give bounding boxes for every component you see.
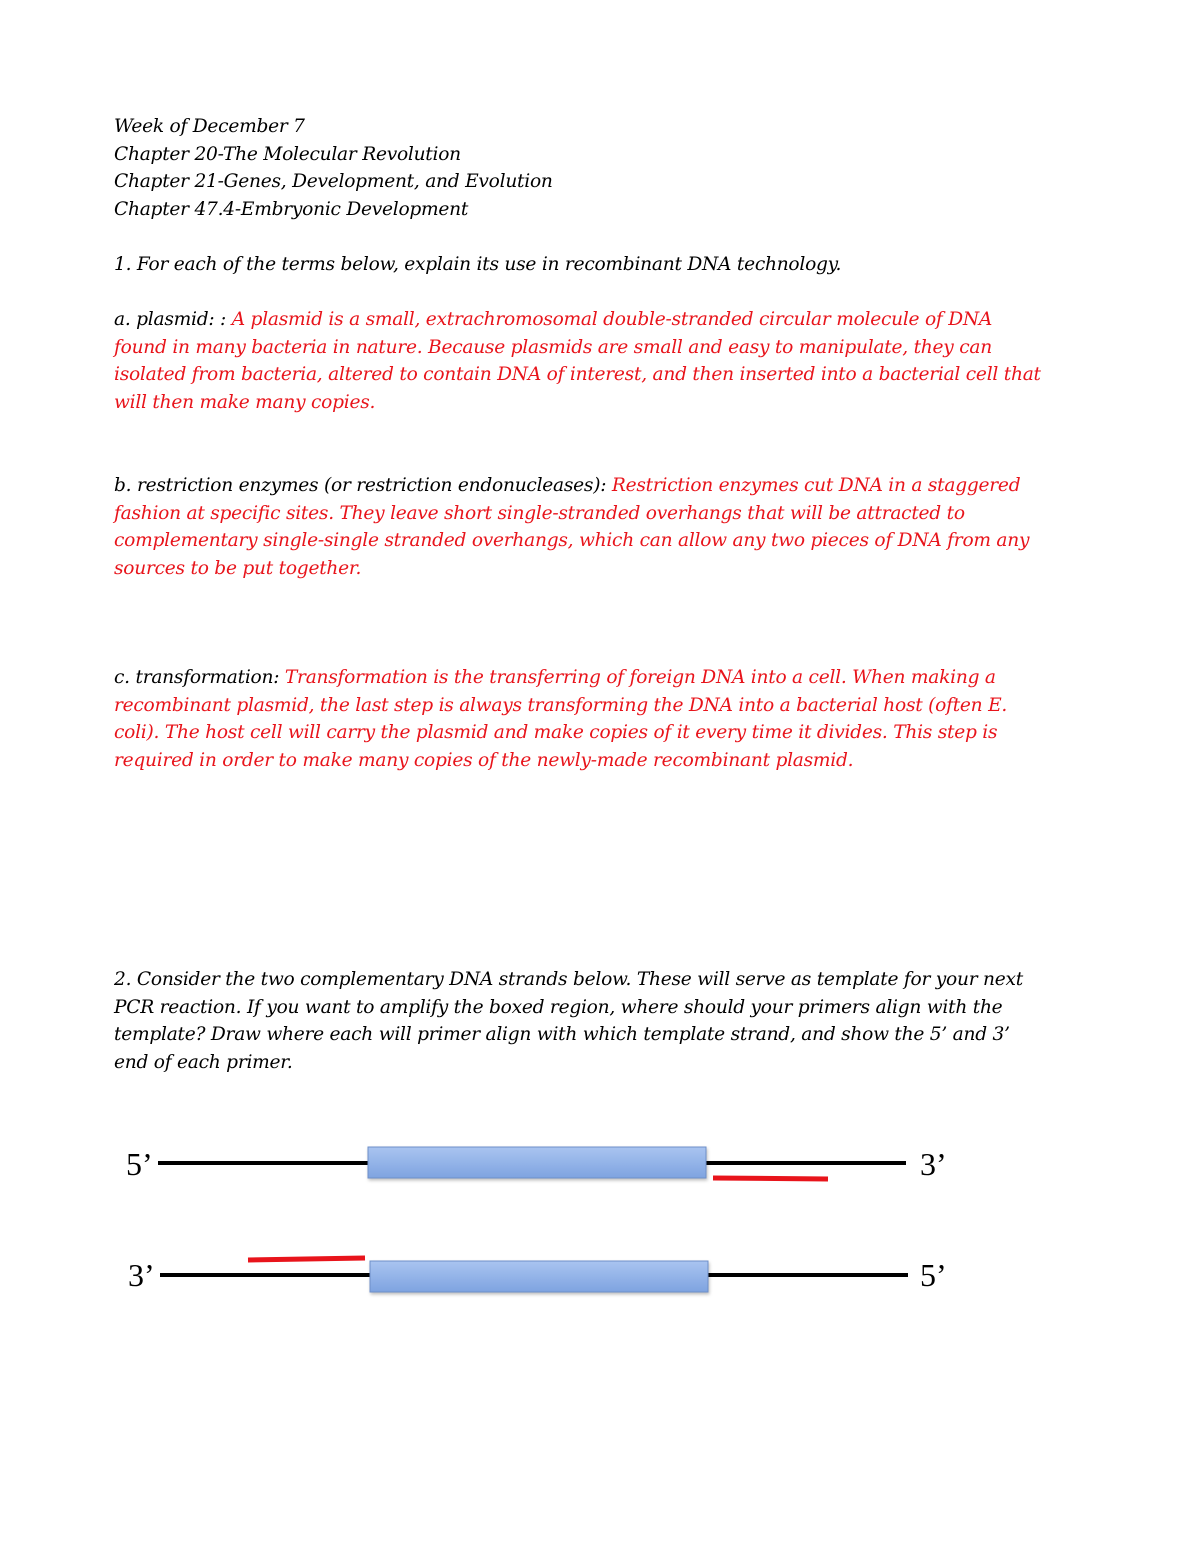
question-1c [114, 664, 1104, 774]
plasmid-answer-line: isolated from bacteria, altered to contain DNA of interest, and then inserted into a bacterial cell that [114, 364, 1041, 386]
restriction-enzymes-term: b. restriction enzymes (or restriction endonucleases): [114, 475, 612, 496]
bottom-strand-boxed-region [370, 1261, 708, 1292]
plasmid-term: a. plasmid: : [114, 309, 232, 330]
question-1a-line-1 [114, 306, 1104, 334]
plasmid-answer-line: will then make many copies. [114, 391, 376, 413]
top-strand-5-prime-label: 5’ [126, 1146, 153, 1182]
question-1b [114, 472, 1104, 582]
question-1 [114, 251, 1104, 279]
bottom-primer-mark [248, 1258, 365, 1260]
chapter-20-heading: Chapter 20-The Molecular Revolution [114, 143, 461, 165]
question-1-prompt: 1. For each of the terms below, explain its use in recombinant DNA technology. [114, 254, 842, 275]
restriction-answer-line: Restriction enzymes cut DNA in a staggered [611, 475, 1021, 496]
transformation-answer-line: required in order to make many copies of the newly-made recombinant plasmid. [114, 749, 854, 771]
question-1b-line-1 [114, 472, 1104, 500]
question-2-prompt-line: 2. Consider the two complementary DNA strands below. These will serve as template for your next [114, 969, 1023, 990]
top-strand-3-prime-label: 3’ [920, 1146, 947, 1182]
week-heading: Week of December 7 [114, 116, 305, 137]
plasmid-answer-line: found in many bacteria in nature. Because plasmids are small and easy to manipulate, they can [114, 336, 992, 358]
chapter-21-heading: Chapter 21-Genes, Development, and Evolution [114, 171, 553, 193]
question-1a [114, 306, 1104, 416]
transformation-answer-line: coli). The host cell will carry the plasmid and make copies of it every time it divides. This step is [114, 722, 998, 744]
restriction-answer-line: complementary single-single stranded overhangs, which can allow any two pieces of DNA from any [114, 530, 1030, 552]
transformation-term: c. transformation: [114, 667, 285, 688]
question-2-prompt-line: template? Draw where each will primer align with which template strand, and show the 5’ and 3’ [114, 1024, 1010, 1046]
document-header [114, 113, 1104, 223]
question-1c-line-1 [114, 664, 1104, 692]
top-primer-mark [713, 1178, 828, 1179]
restriction-answer-line: fashion at specific sites. They leave short single-stranded overhangs that will be attracted to [114, 502, 965, 524]
question-2-prompt-line: PCR reaction. If you want to amplify the boxed region, where should your primers align with the [114, 996, 1003, 1018]
plasmid-answer-line: A plasmid is a small, extrachromosomal double-stranded circular molecule of DNA [231, 309, 993, 330]
question-2 [114, 966, 1104, 1076]
transformation-answer-line: Transformation is the transferring of foreign DNA into a cell. When making a [284, 667, 996, 688]
transformation-answer-line: recombinant plasmid, the last step is always transforming the DNA into a bacterial host (often E. [114, 694, 1008, 716]
bottom-strand-5-prime-label: 5’ [920, 1257, 947, 1293]
top-strand-boxed-region [368, 1147, 706, 1178]
question-2-prompt-line: end of each primer. [114, 1051, 293, 1073]
restriction-answer-line: sources to be put together. [114, 557, 362, 579]
bottom-strand-3-prime-label: 3’ [128, 1257, 155, 1293]
chapter-47-heading: Chapter 47.4-Embryonic Development [114, 198, 469, 220]
